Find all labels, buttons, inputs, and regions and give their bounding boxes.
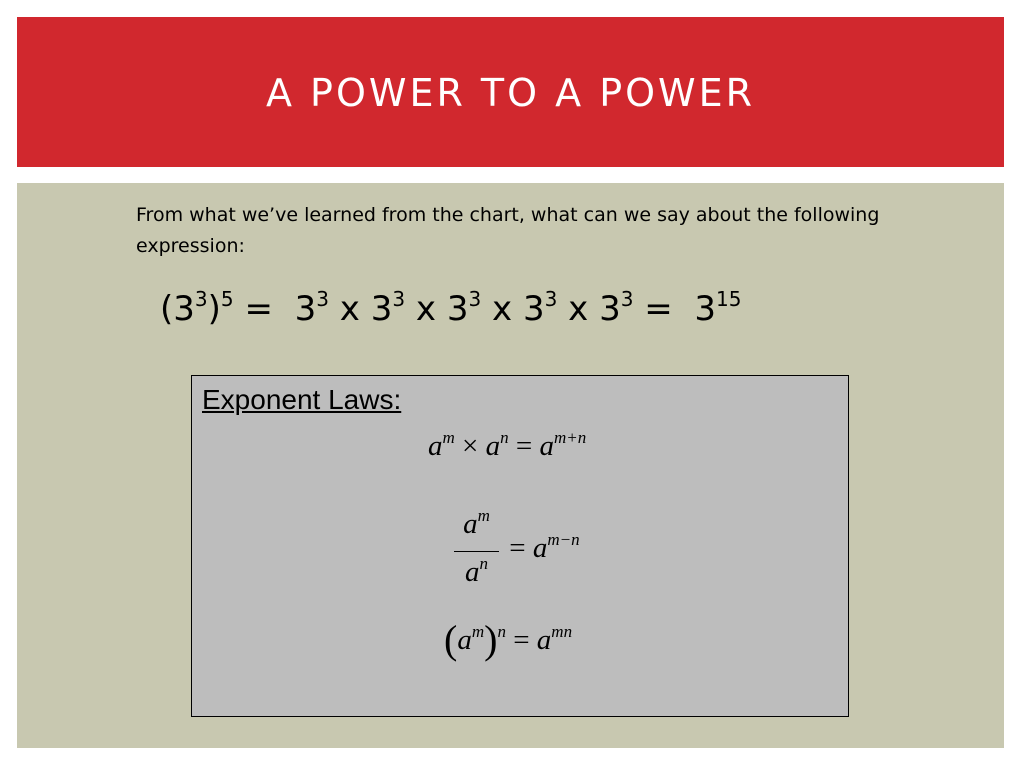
expr-outer-exp: 5 [220,287,234,311]
law3-open-paren: ( [444,617,458,662]
law3-base: a [457,624,472,656]
expr-operator: x [481,289,523,329]
expr-term-exp: 3 [468,287,482,311]
law3-equals: = [505,624,537,656]
slide-title: A POWER TO A POWER [265,71,756,115]
expr-term-exp: 3 [544,287,558,311]
expr-result-base: 3 [683,289,716,329]
title-bar [17,17,1004,167]
law1-equals: = [508,430,540,462]
expr-equals: = [233,289,295,329]
law3-inner-exp: m [471,622,485,641]
law3-rhs-base: a [536,624,552,656]
power-law [444,616,572,663]
law1-base: a [485,430,501,462]
expr-term: 3 [294,289,317,329]
expr-term: 3 [599,289,621,329]
exponent-laws-box [191,375,849,717]
expr-inner-exp: 3 [194,287,208,311]
law1-base: a [428,430,443,462]
law2-rhs-base: a [532,532,548,564]
law3-close-paren: ) [484,617,498,662]
law2-den-base: a [465,556,480,588]
law2-equals: = [502,532,533,564]
laws-heading: Exponent Laws: [202,384,402,415]
expr-term: 3 [446,289,469,329]
expr-result-exp: 15 [716,287,742,311]
law3-outer-exp: n [497,622,506,641]
expr-term-exp: 3 [620,287,634,311]
law2-num-base: a [463,508,478,540]
expr-operator: x [557,289,600,329]
law1-base: a [539,430,554,462]
expr-operator: x [405,289,447,329]
expr-term-exp: 3 [316,287,329,311]
expr-operator: = [633,289,684,329]
intro-text: From what we’ve learned from the chart, what can we say about the following expression: [136,204,880,257]
fraction-denominator [454,556,499,589]
fraction-numerator [454,508,499,541]
law1-exp: m+n [554,428,587,447]
content-panel [17,183,1004,748]
law2-num-exp: m [477,506,490,525]
expr-term: 3 [522,289,545,329]
law3-rhs-exp: mn [551,622,573,641]
power-expression [160,289,741,329]
expr-close: ) [207,289,221,329]
fraction-bar [454,551,499,552]
quotient-law [454,508,654,598]
law1-exp: m [442,428,455,447]
quotient-rhs [502,532,580,565]
expr-operator: x [328,289,371,329]
law2-rhs-exp: m−n [547,530,580,549]
law1-exp: n [500,428,509,447]
product-law [428,430,586,463]
law2-den-exp: n [479,554,488,573]
expr-term-exp: 3 [392,287,406,311]
law1-times: × [454,430,486,462]
expr-term: 3 [370,289,393,329]
expr-open: (3 [160,289,195,329]
